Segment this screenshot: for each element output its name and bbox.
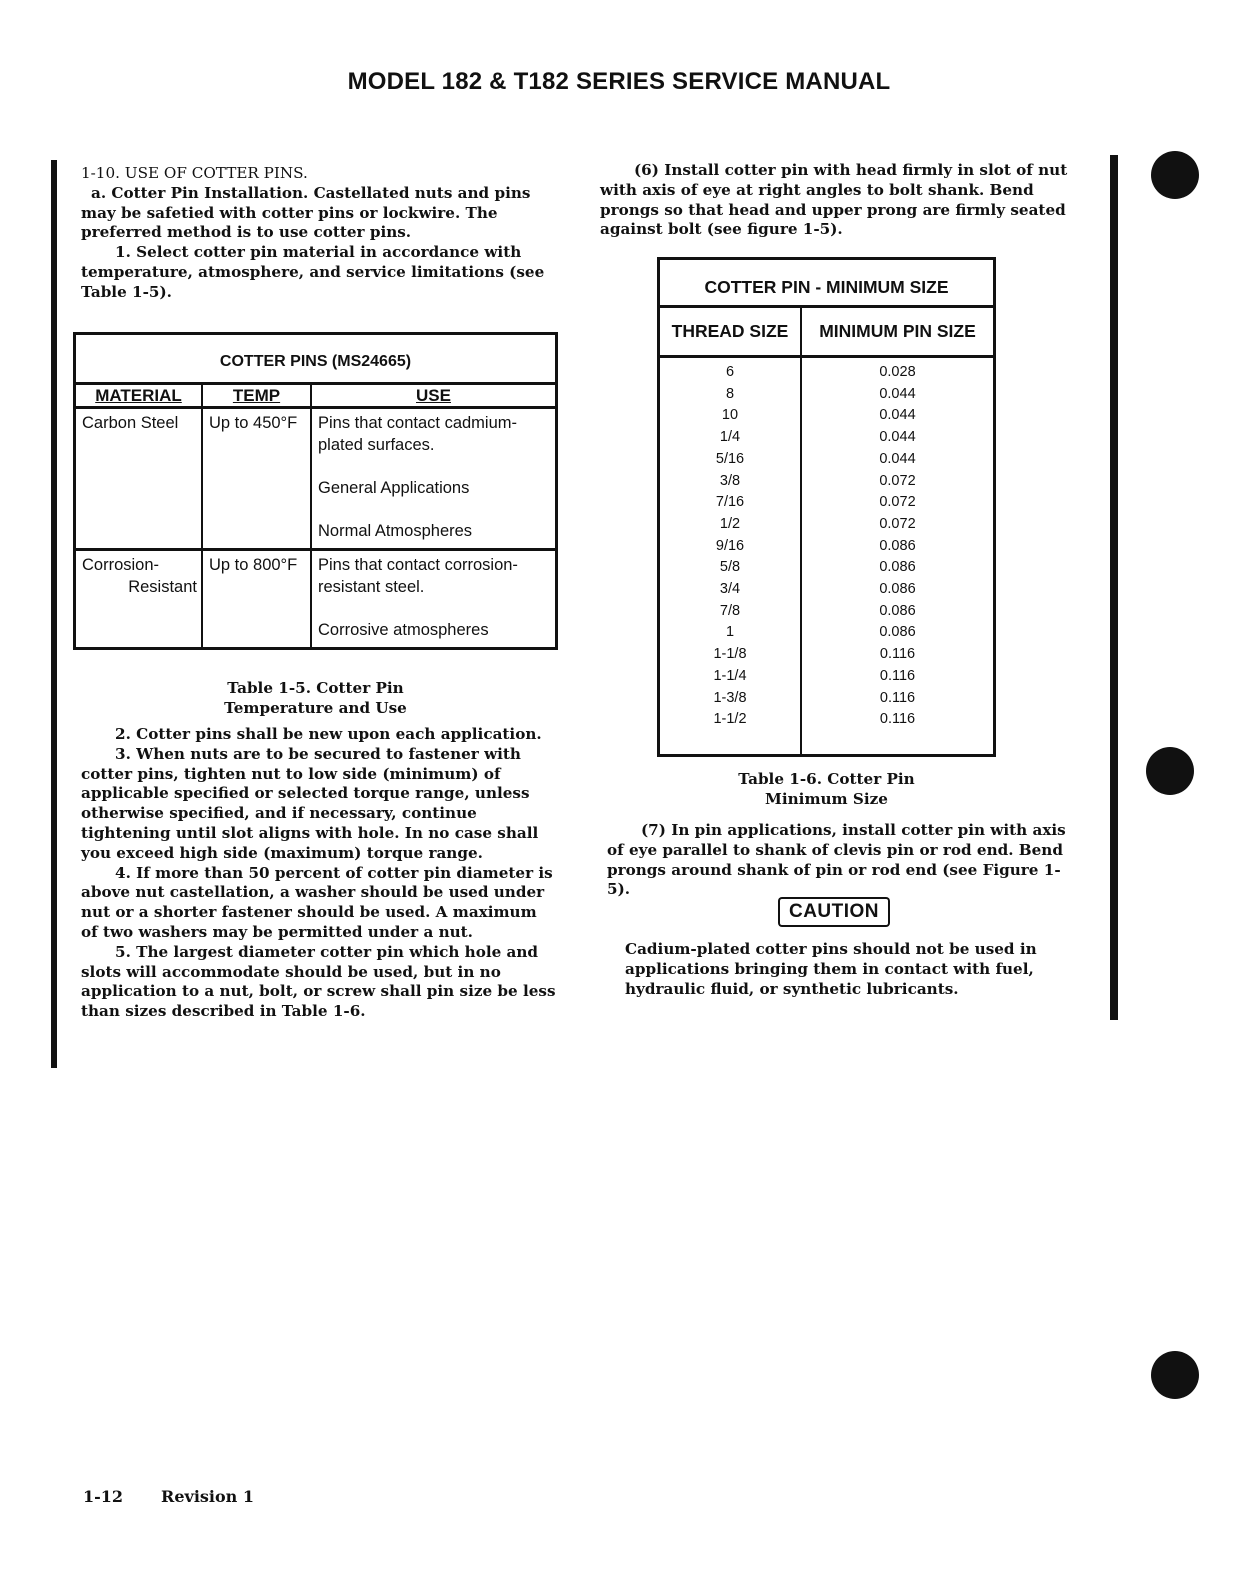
- cell-thread-size: 1-1/2: [660, 709, 801, 731]
- table-row: [660, 492, 993, 514]
- cell-temp: Up to 450°F: [202, 408, 311, 550]
- table-row: [660, 622, 993, 644]
- binder-hole-top: [1151, 151, 1199, 199]
- paragraph-6: (6) Install cotter pin with head firmly in slot of nut with axis of eye at right angles to bolt shank. Bend prongs so that head and upper prong are firmly seated against bolt (see figure 1-5).: [600, 161, 1068, 239]
- cell-minimum-pin-size: 0.086: [879, 581, 916, 598]
- section-heading: 1-10. USE OF COTTER PINS.: [81, 164, 308, 182]
- table-row: [76, 408, 555, 550]
- binder-hole-bottom: [1151, 1351, 1199, 1399]
- cell-minimum-pin-size: 0.116: [879, 711, 916, 728]
- table-1-6-caption: Table 1-6. Cotter Pin Minimum Size: [738, 770, 915, 808]
- caution-text-block: [625, 940, 1065, 999]
- cell-thread-size: 3/8: [660, 471, 801, 493]
- paragraph-4: 4. If more than 50 percent of cotter pin diameter is above nut castellation, a washer should be used under nut or a shorter fastener should be used. A maximum of two washers may be permitted under a nut.: [81, 863, 553, 941]
- left-change-bar: [51, 160, 57, 1068]
- cell-minimum-pin-size: 0.028: [879, 364, 916, 380]
- table-row: [660, 405, 993, 427]
- cell-minimum-pin-size: 0.116: [879, 646, 916, 663]
- table-row: [660, 449, 993, 471]
- revision-label: Revision 1: [161, 1487, 254, 1506]
- table-row: [660, 709, 993, 731]
- binder-hole-middle: [1146, 747, 1194, 795]
- cell-minimum-pin-size: 0.044: [879, 407, 916, 424]
- paragraph-1: 1. Select cotter pin material in accordance with temperature, atmosphere, and service limitations (see Table 1-5).: [81, 243, 545, 301]
- cell-thread-size: 5/16: [660, 449, 801, 471]
- table-1-6-grid: [660, 308, 993, 731]
- table-1-6-column-divider: [800, 305, 802, 754]
- cell-minimum-pin-size: 0.086: [879, 602, 916, 619]
- right-change-bar: [1110, 155, 1118, 1020]
- cell-thread-size: 3/4: [660, 579, 801, 601]
- cell-thread-size: 10: [660, 405, 801, 427]
- table-row: [76, 550, 555, 648]
- right-column-step-6: [600, 161, 1080, 240]
- right-column-step-7: [607, 821, 1077, 900]
- cell-material: Carbon Steel: [76, 408, 202, 550]
- cell-minimum-pin-size: 0.044: [879, 450, 916, 467]
- table-1-6-body: [660, 357, 993, 731]
- paragraph-2: 2. Cotter pins shall be new upon each application.: [115, 725, 542, 743]
- table-1-5-grid: [76, 385, 555, 647]
- table-row: [660, 536, 993, 558]
- paragraph-7: (7) In pin applications, install cotter pin with axis of eye parallel to shank of clevis pin or rod end. Bend prongs around shank of pin or rod end (see Figure 1-5).: [607, 821, 1066, 899]
- table-cotter-pins-ms24665: [73, 332, 558, 650]
- table-row: [660, 688, 993, 710]
- cell-minimum-pin-size: 0.086: [879, 559, 916, 576]
- table-row: [660, 427, 993, 449]
- left-column-intro: [81, 164, 556, 303]
- table-1-5-caption: Table 1-5. Cotter Pin Temperature and Use: [224, 679, 407, 717]
- table-row: [660, 357, 993, 384]
- header-use: USE: [311, 385, 555, 408]
- page-number: 1-12: [83, 1487, 124, 1506]
- table-1-5-title: COTTER PINS (MS24665): [76, 335, 555, 385]
- table-header-row: [76, 385, 555, 408]
- cell-temp: Up to 800°F: [202, 550, 311, 648]
- cell-use: Pins that contact cadmium-plated surfaces. General Applications Normal Atmospheres: [311, 408, 555, 550]
- header-minimum-pin-size: MINIMUM PIN SIZE: [801, 308, 993, 357]
- cell-minimum-pin-size: 0.044: [879, 385, 916, 402]
- page-header-title: MODEL 182 & T182 SERIES SERVICE MANUAL: [347, 68, 891, 95]
- header-thread-size: THREAD SIZE: [660, 308, 801, 357]
- table-row: [660, 601, 993, 623]
- cell-thread-size: 8: [660, 384, 801, 406]
- cell-minimum-pin-size: 0.116: [879, 667, 916, 684]
- cell-minimum-pin-size: 0.116: [879, 689, 916, 706]
- caution-text: Cadium-plated cotter pins should not be used in applications bringing them in contact with fuel, hydraulic fluid, or synthetic lubricants.: [625, 940, 1037, 998]
- caution-label: CAUTION: [782, 897, 886, 927]
- cell-minimum-pin-size: 0.086: [879, 537, 916, 554]
- page-footer: [83, 1487, 254, 1506]
- cell-thread-size: 1/4: [660, 427, 801, 449]
- table-row: [660, 557, 993, 579]
- paragraph-5: 5. The largest diameter cotter pin which hole and slots will accommodate should be used, but in no application to a nut, bolt, or screw shall pin size be less than sizes described in Table 1-6.: [81, 942, 556, 1021]
- cell-thread-size: 6: [660, 357, 801, 384]
- table-row: [660, 666, 993, 688]
- cell-thread-size: 1/2: [660, 514, 801, 536]
- cell-thread-size: 7/8: [660, 601, 801, 623]
- paragraph-3: 3. When nuts are to be secured to fastener with cotter pins, tighten nut to low side (minimum) of applicable specified or selected torque range, unless otherwise specified, and if necessary, continue tightening until slot aligns with hole. In no case shall you exceed high side (maximum) torque range.: [81, 744, 539, 862]
- cell-thread-size: 1-1/4: [660, 666, 801, 688]
- cell-minimum-pin-size: 0.044: [879, 429, 916, 446]
- left-column-steps: [81, 725, 556, 1022]
- cell-minimum-pin-size: 0.072: [879, 494, 916, 511]
- table-row: [660, 471, 993, 493]
- cell-minimum-pin-size: 0.072: [879, 515, 916, 532]
- table-row: [660, 579, 993, 601]
- cell-thread-size: 1-3/8: [660, 688, 801, 710]
- cell-minimum-pin-size: 0.072: [879, 472, 916, 489]
- cell-use: Pins that contact corrosion-resistant steel. Corrosive atmospheres: [318, 556, 518, 639]
- table-row: [660, 644, 993, 666]
- table-header-row: [660, 308, 993, 357]
- cell-thread-size: 7/16: [660, 492, 801, 514]
- header-material: MATERIAL: [76, 385, 202, 408]
- table-row: [660, 514, 993, 536]
- table-1-6-title: COTTER PIN - MINIMUM SIZE: [660, 260, 993, 308]
- cell-thread-size: 5/8: [660, 557, 801, 579]
- cell-thread-size: 9/16: [660, 536, 801, 558]
- header-temp: TEMP: [202, 385, 311, 408]
- cell-thread-size: 1: [660, 622, 801, 644]
- cell-thread-size: 1-1/8: [660, 644, 801, 666]
- paragraph-a: a. Cotter Pin Installation. Castellated nuts and pins may be safetied with cotter pins or lockwire. The preferred method is to use cotter pins.: [81, 183, 531, 242]
- table-cotter-pin-minimum-size: [657, 257, 996, 757]
- table-row: [660, 384, 993, 406]
- cell-material: Corrosion- Resistant: [76, 550, 202, 648]
- cell-minimum-pin-size: 0.086: [879, 624, 916, 641]
